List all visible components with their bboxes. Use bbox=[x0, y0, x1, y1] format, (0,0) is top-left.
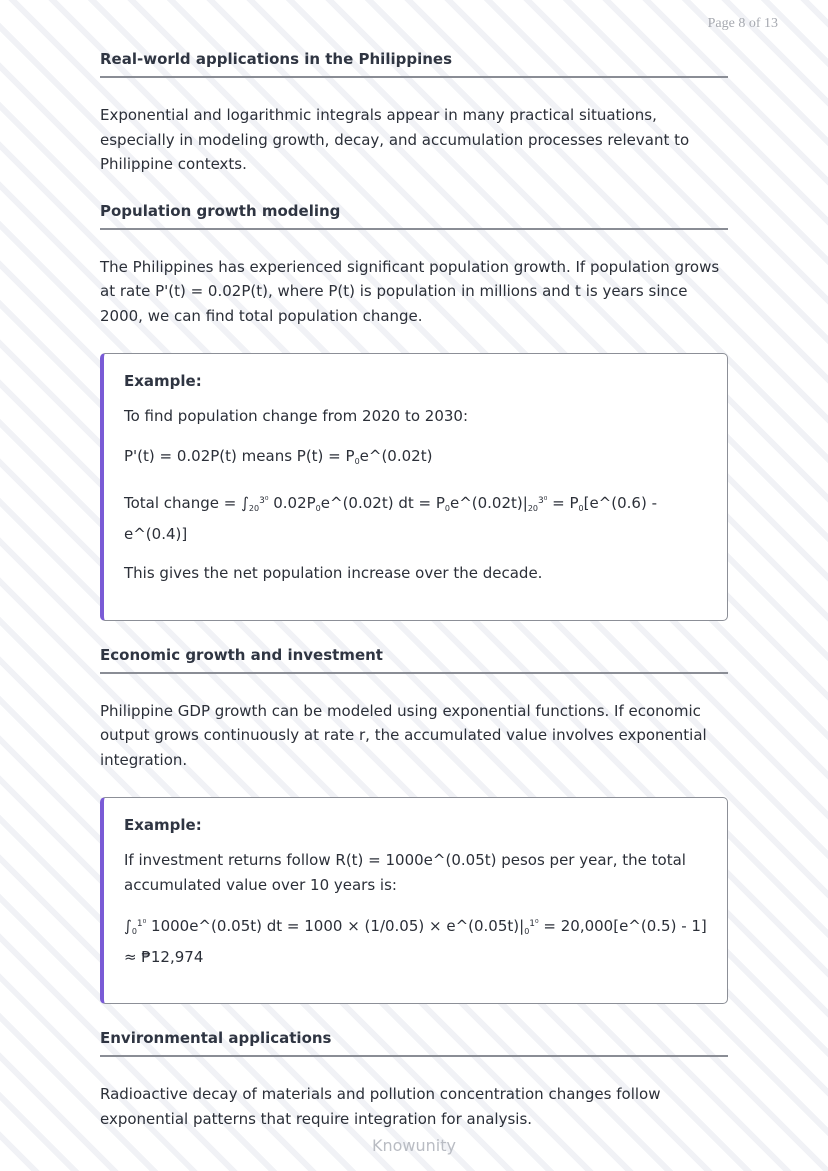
section-body-population: The Philippines has experienced significant population growth. If population grows at rate P'(t) = 0.02P(t), where P(t) is population in millions and t is years since 2000, we can find total population change. bbox=[100, 257, 720, 325]
page-indicator: Page 8 of 13 bbox=[707, 16, 778, 31]
example-formula-investment: $\int_0^{1^0}$ 1000e^(0.05t) dt = $1000 \times (1/0.05) \times e\^{}(0.05t)|_0^{1^0}$ = 20,000[e^(0.5) - 1] ≈ ₱12,974 bbox=[124, 917, 707, 966]
example-box-investment bbox=[100, 797, 728, 1004]
example-formula: P'(t) = 0.02P(t) means $P(t) = P_0e\^{}(0.02t)$ bbox=[124, 446, 433, 466]
example-label: Example: bbox=[124, 816, 202, 834]
section-body-real-world: Exponential and logarithmic integrals appear in many practical situations, especially in modeling growth, decay, and accumulation processes relevant to Philippine contexts. bbox=[100, 106, 690, 173]
example-box-population bbox=[100, 353, 728, 621]
example-line: To find population change from 2020 to 2030: bbox=[124, 407, 469, 425]
section-heading-population: Population growth modeling bbox=[100, 202, 728, 230]
section-body-economic: Philippine GDP growth can be modeled using exponential functions. If economic output grows continuously at rate r, the accumulated value involves exponential integration. bbox=[100, 701, 707, 769]
section-heading-environmental: Environmental applications bbox=[100, 1029, 728, 1057]
example-line: If investment returns follow R(t) = 1000e^(0.05t) pesos per year, the total accumulated value over 10 years is: bbox=[124, 851, 686, 894]
section-heading-economic: Economic growth and investment bbox=[100, 646, 728, 674]
example-formula-total-change: Total change = $\int_{20}^{3^0}$ $0.02P_0e\^{}(0.02t)$ dt = $P_0e\^{}(0.02t)|_{20}^{3^0}$ = $P_0[e\^{}(0.6)$ - e^(0.4)] bbox=[124, 494, 657, 543]
example-conclusion: This gives the net population increase over the decade. bbox=[124, 564, 543, 582]
section-heading-real-world: Real-world applications in the Philippines bbox=[100, 50, 728, 78]
document-content bbox=[100, 50, 728, 1131]
section-body-environmental: Radioactive decay of materials and pollution concentration changes follow exponential patterns that require integration for analysis. bbox=[100, 1085, 661, 1128]
footer-brand: Knowunity bbox=[372, 1136, 456, 1155]
example-label: Example: bbox=[124, 372, 202, 390]
